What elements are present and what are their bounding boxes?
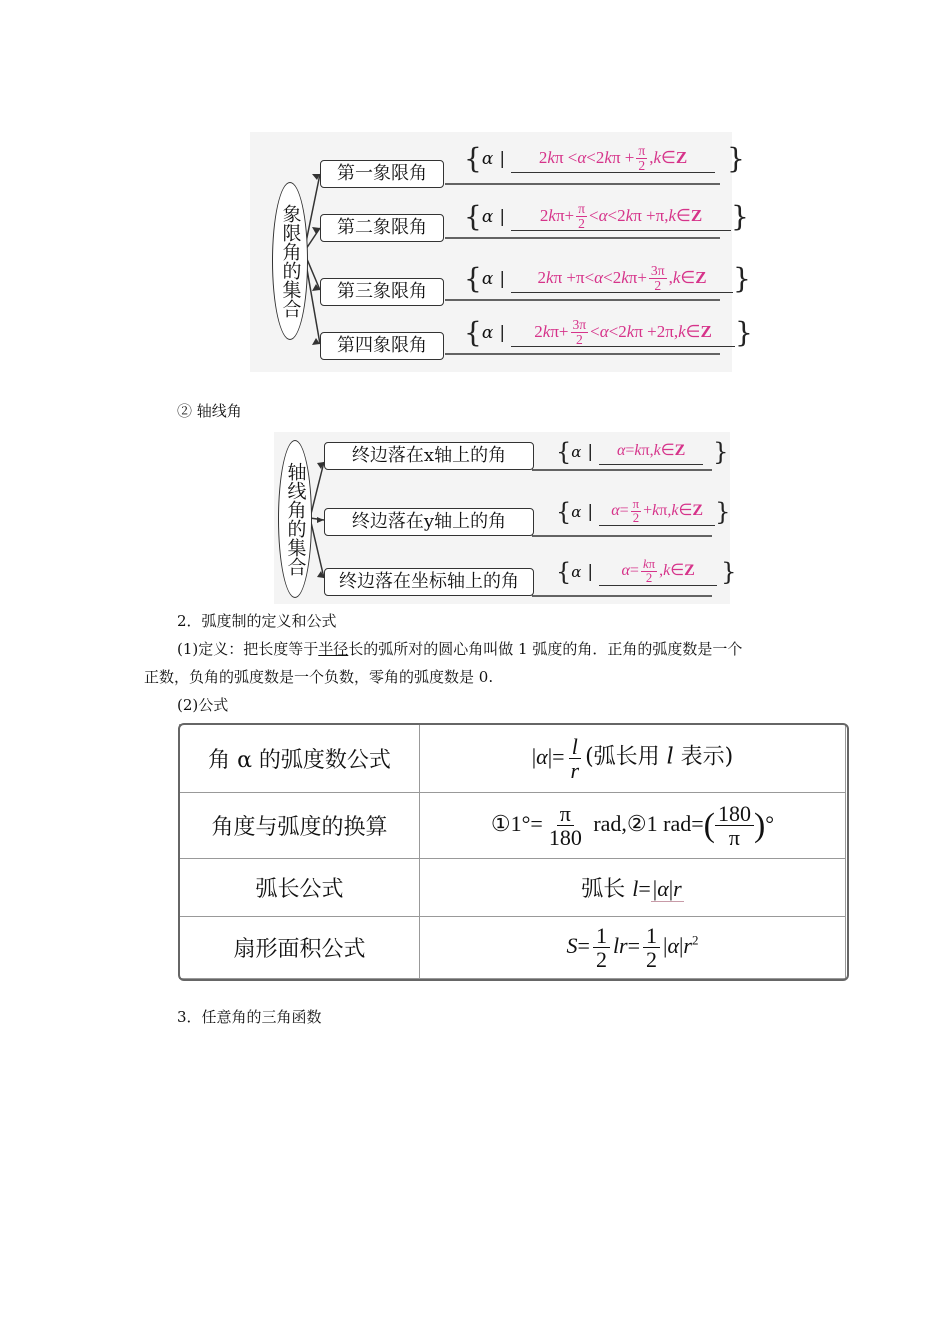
axis-y-label-box — [324, 508, 534, 536]
section-3-title: 3．任意角的三角函数 — [177, 1008, 322, 1026]
axis-both-label-box — [324, 568, 534, 596]
quadrant-1-set: { α | 2 k π < α <2 k π + $\frac{\pi}{2}$ , k ∈ Z } — [464, 141, 745, 175]
definition-underlined-radius: 半径 — [318, 640, 349, 658]
table-row — [180, 859, 846, 917]
row-4-formula: S= $\frac{1}{2}$ lr= $\frac{1}{2}$ $|\alpha|r^2$ — [420, 917, 846, 979]
quadrant-angle-diagram — [250, 132, 753, 372]
axis-y-set: { α | α = $\frac{\pi}{2}$ + k π, k ∈ Z } — [556, 497, 731, 526]
axis-set-oval — [278, 440, 312, 598]
quadrant-2-label: 第二象限角 — [337, 217, 427, 238]
table-row — [180, 917, 846, 979]
axis-oval-label: 轴线角的集合 — [284, 462, 307, 576]
definition-part-a: (1)定义：把长度等于 — [177, 640, 319, 658]
section-2-title: 2．弧度制的定义和公式 — [177, 612, 337, 630]
quadrant-oval-label: 象限角的集合 — [279, 204, 302, 318]
formula-heading: (2)公式 — [177, 696, 229, 714]
row-1-formula: |α|= $\frac{l}{r}$ (弧长用 l 表示) — [420, 725, 846, 793]
definition-line-1 — [177, 638, 742, 660]
quadrant-3-set: { α | 2 k π +π< α <2 k π+ $\frac{3\pi}{2}$ , k ∈ Z } — [464, 261, 751, 295]
axis-both-label: 终边落在坐标轴上的角 — [339, 571, 519, 592]
quadrant-3-label: 第三象限角 — [337, 281, 427, 302]
row-1-name: 角 α 的弧度数公式 — [180, 725, 420, 793]
quadrant-2-set: { α | 2 k π+ $\frac{\pi}{2}$ < α <2 k π +π, k ∈ Z } — [464, 199, 749, 233]
definition-part-b: 长的弧所对的圆心角叫做 1 弧度的角．正角的弧度数是一个 — [348, 640, 743, 658]
table-row — [180, 725, 846, 793]
quadrant-3-label-box — [320, 278, 444, 306]
quadrant-4-label-box — [320, 332, 444, 360]
table-row — [180, 793, 846, 859]
axis-both-set: { α | α = $\frac{k\pi}{2}$ , k ∈ Z } — [556, 557, 737, 586]
quadrant-1-label-box — [320, 160, 444, 188]
axis-x-label-box — [324, 442, 534, 470]
definition-line-2: 正数，负角的弧度数是一个负数，零角的弧度数是 0. — [144, 668, 494, 686]
quadrant-4-set: { α | 2 k π+ $\frac{3\pi}{2}$ < α <2 k π +2π, k ∈ Z } — [464, 315, 753, 349]
axis-y-label: 终边落在y轴上的角 — [351, 511, 507, 532]
quadrant-1-label: 第一象限角 — [337, 163, 427, 184]
axis-x-label: 终边落在x轴上的角 — [351, 445, 507, 466]
axis-angle-diagram — [274, 432, 737, 604]
row-3-formula: 弧长 l=|α|r — [420, 859, 846, 917]
row-2-name: 角度与弧度的换算 — [180, 793, 420, 859]
axis-x-set: { α | α = k π, k ∈ Z } — [556, 437, 729, 466]
row-2-formula: ①1°= $\frac{\pi}{180}$ rad,②1 rad=( $\frac{180}{\pi}$ )° — [420, 793, 846, 859]
quadrant-4-label: 第四象限角 — [337, 335, 427, 356]
axis-angle-heading: ② 轴线角 — [177, 402, 242, 420]
radian-formula-table — [179, 724, 846, 979]
quadrant-set-oval — [272, 182, 308, 340]
row-3-name: 弧长公式 — [180, 859, 420, 917]
quadrant-2-label-box — [320, 214, 444, 242]
row-4-name: 扇形面积公式 — [180, 917, 420, 979]
